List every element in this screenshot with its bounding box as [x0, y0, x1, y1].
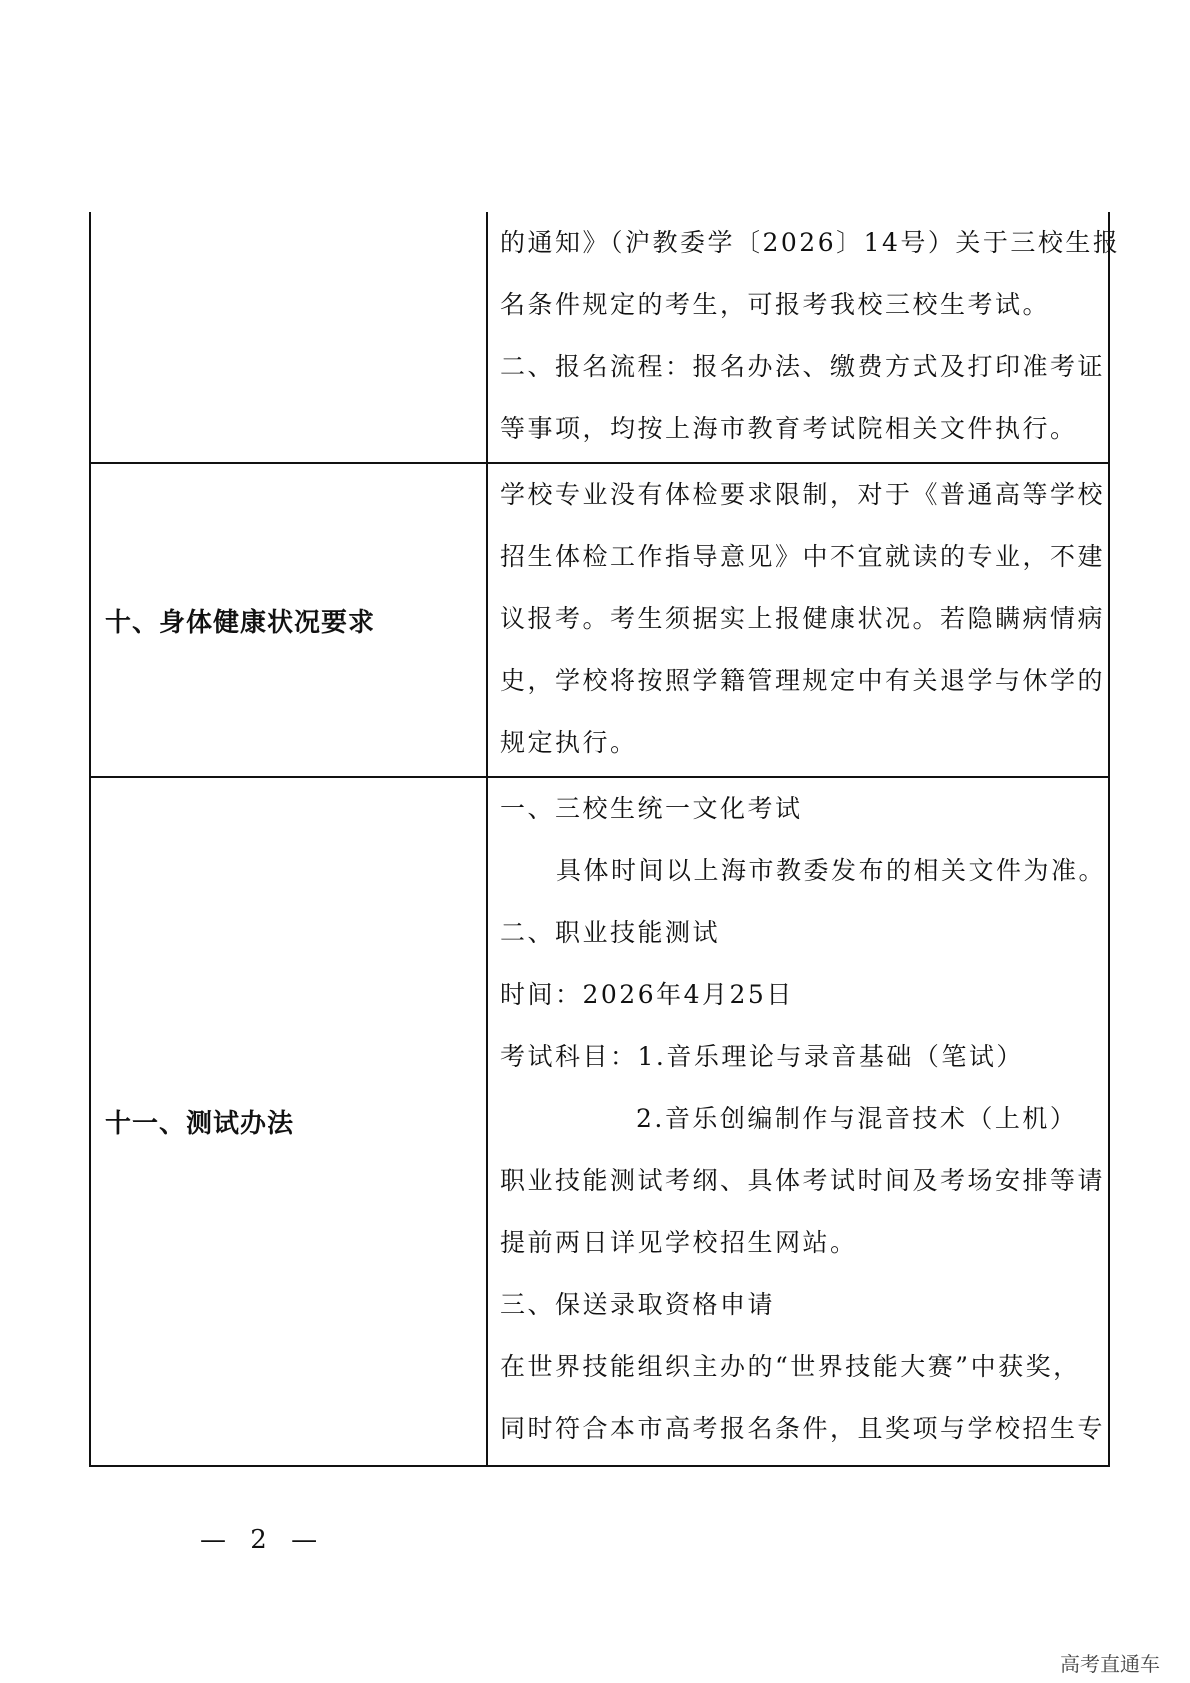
text-line: 考试科目：1.音乐理论与录音基础（笔试）: [500, 1042, 1024, 1071]
text-line: 时间：2026年4月25日: [500, 980, 794, 1009]
row-label: 十一、测试办法: [90, 777, 487, 1466]
text-line: 一、三校生统一文化考试: [500, 794, 803, 823]
text-line: 规定执行。: [500, 728, 638, 757]
text-line: 二、报名流程：报名办法、缴费方式及打印准考证: [500, 352, 1106, 381]
text-line: 提前两日详见学校招生网站。: [500, 1228, 858, 1257]
row-content: [487, 463, 1109, 777]
text-line: 名条件规定的考生，可报考我校三校生考试。: [500, 290, 1051, 319]
text-line: 同时符合本市高考报名条件，且奖项与学校招生专: [500, 1414, 1106, 1443]
row-label: 十、身体健康状况要求: [90, 463, 487, 777]
table-row-health: [90, 463, 1109, 777]
table-row-registration: [90, 212, 1109, 463]
table-row-test-method: [90, 777, 1109, 1466]
text-line: 史，学校将按照学籍管理规定中有关退学与休学的: [500, 666, 1106, 695]
text-line: 2.音乐创编制作与混音技术（上机）: [636, 1104, 1078, 1133]
row-content: [487, 777, 1109, 1466]
content-table: [89, 212, 1121, 1467]
text-line: 二、职业技能测试: [500, 918, 721, 947]
text-line: 具体时间以上海市教委发布的相关文件为准。: [556, 856, 1107, 885]
text-line: 职业技能测试考纲、具体考试时间及考场安排等请: [500, 1166, 1106, 1195]
row-label: [90, 212, 487, 463]
page-number: — 2 —: [200, 1525, 326, 1555]
row-content: [487, 212, 1121, 463]
text-line: 招生体检工作指导意见》中不宜就读的专业，不建: [500, 542, 1106, 571]
text-line: 学校专业没有体检要求限制，对于《普通高等学校: [500, 480, 1106, 509]
text-line: 在世界技能组织主办的“世界技能大赛”中获奖，: [500, 1352, 1081, 1381]
text-line: 等事项，均按上海市教育考试院相关文件执行。: [500, 414, 1078, 443]
text-line: 议报考。考生须据实上报健康状况。若隐瞒病情病: [500, 604, 1106, 633]
text-line: 的通知》（沪教委学〔2026〕14号）关于三校生报: [500, 228, 1121, 257]
text-line: 三、保送录取资格申请: [500, 1290, 776, 1319]
watermark-text: 高考直通车: [1060, 1652, 1160, 1676]
